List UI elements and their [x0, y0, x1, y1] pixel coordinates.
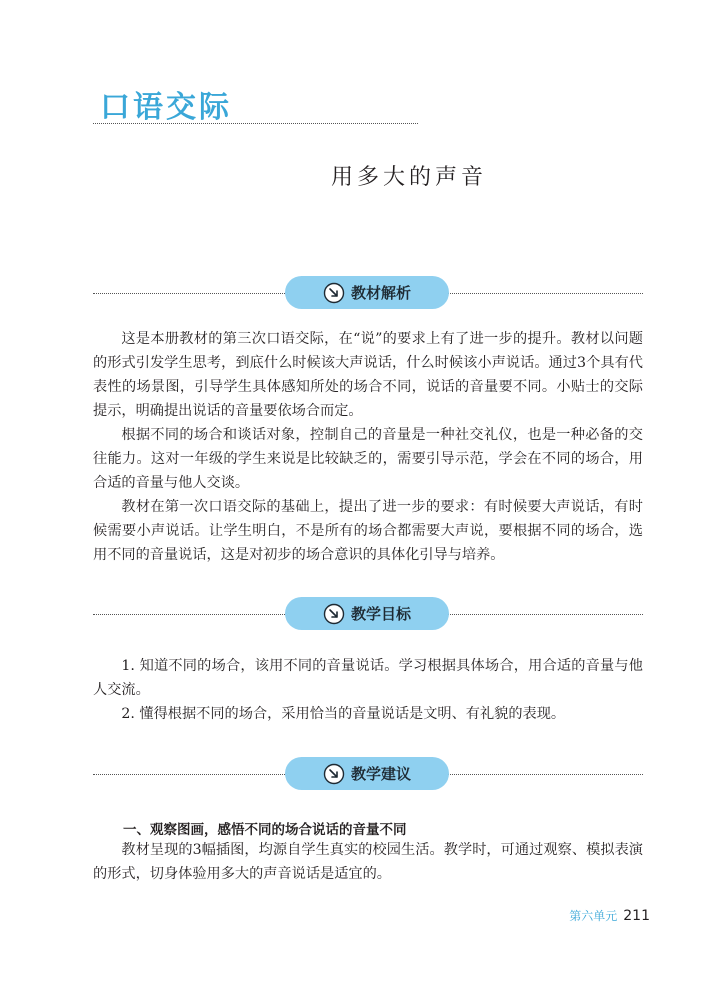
banner-analysis: [93, 276, 643, 310]
analysis-paragraph-3: 教材在第一次口语交际的基础上，提出了进一步的要求：有时候要大声说话，有时候需要小声说话。让学生明白，不是所有的场合都需要大声说，要根据不同的场合，选用不同的音量说话，这是对初步的场合意识的具体化引导与培养。: [93, 499, 643, 563]
banner-goals: [93, 597, 643, 631]
unit-label: 第六单元: [569, 909, 618, 923]
lesson-title: 用多大的声音: [330, 165, 487, 190]
check-arrow-icon: [323, 282, 345, 304]
banner-label: 教学目标: [350, 605, 411, 623]
check-arrow-icon: [323, 763, 345, 785]
check-arrow-icon: [323, 603, 345, 625]
suggestion-paragraph-1: 教材呈现的3幅插图，均源自学生真实的校园生活。教学时，可通过观察、模拟表演的形式，切身体验用多大的声音说话是适宜的。: [93, 842, 643, 882]
goal-item-1: 1. 知道不同的场合，该用不同的音量说话。学习根据具体场合，用合适的音量与他人交流。: [93, 658, 643, 698]
banner-pill: [285, 757, 449, 790]
page-footer: [569, 907, 650, 924]
section-header: 口语交际: [100, 90, 232, 125]
banner-label: 教学建议: [350, 765, 411, 783]
page-number: 211: [623, 908, 650, 924]
banner-label: 教材解析: [350, 284, 411, 302]
suggestion-heading: 一、观察图画，感悟不同的场合说话的音量不同: [123, 822, 407, 838]
banner-pill: [285, 276, 449, 309]
goal-item-2: 2. 懂得根据不同的场合，采用恰当的音量说话是文明、有礼貌的表现。: [121, 706, 566, 722]
analysis-paragraph-2: 根据不同的场合和谈话对象，控制自己的音量是一种社交礼仪，也是一种必备的交往能力。这对一年级的学生来说是比较缺乏的，需要引导示范，学会在不同的场合，用合适的音量与他人交谈。: [93, 427, 643, 491]
analysis-paragraph-1: 这是本册教材的第三次口语交际，在“说”的要求上有了进一步的提升。教材以问题的形式引发学生思考，到底什么时候该大声说话，什么时候该小声说话。通过3个具有代表性的场景图，引导学生具体感知所处的场合不同，说话的音量要不同。小贴士的交际提示，明确提出说话的音量要依场合而定。: [93, 331, 643, 419]
banner-pill: [285, 597, 449, 630]
banner-suggestions: [93, 757, 643, 791]
header-divider: [93, 123, 418, 124]
